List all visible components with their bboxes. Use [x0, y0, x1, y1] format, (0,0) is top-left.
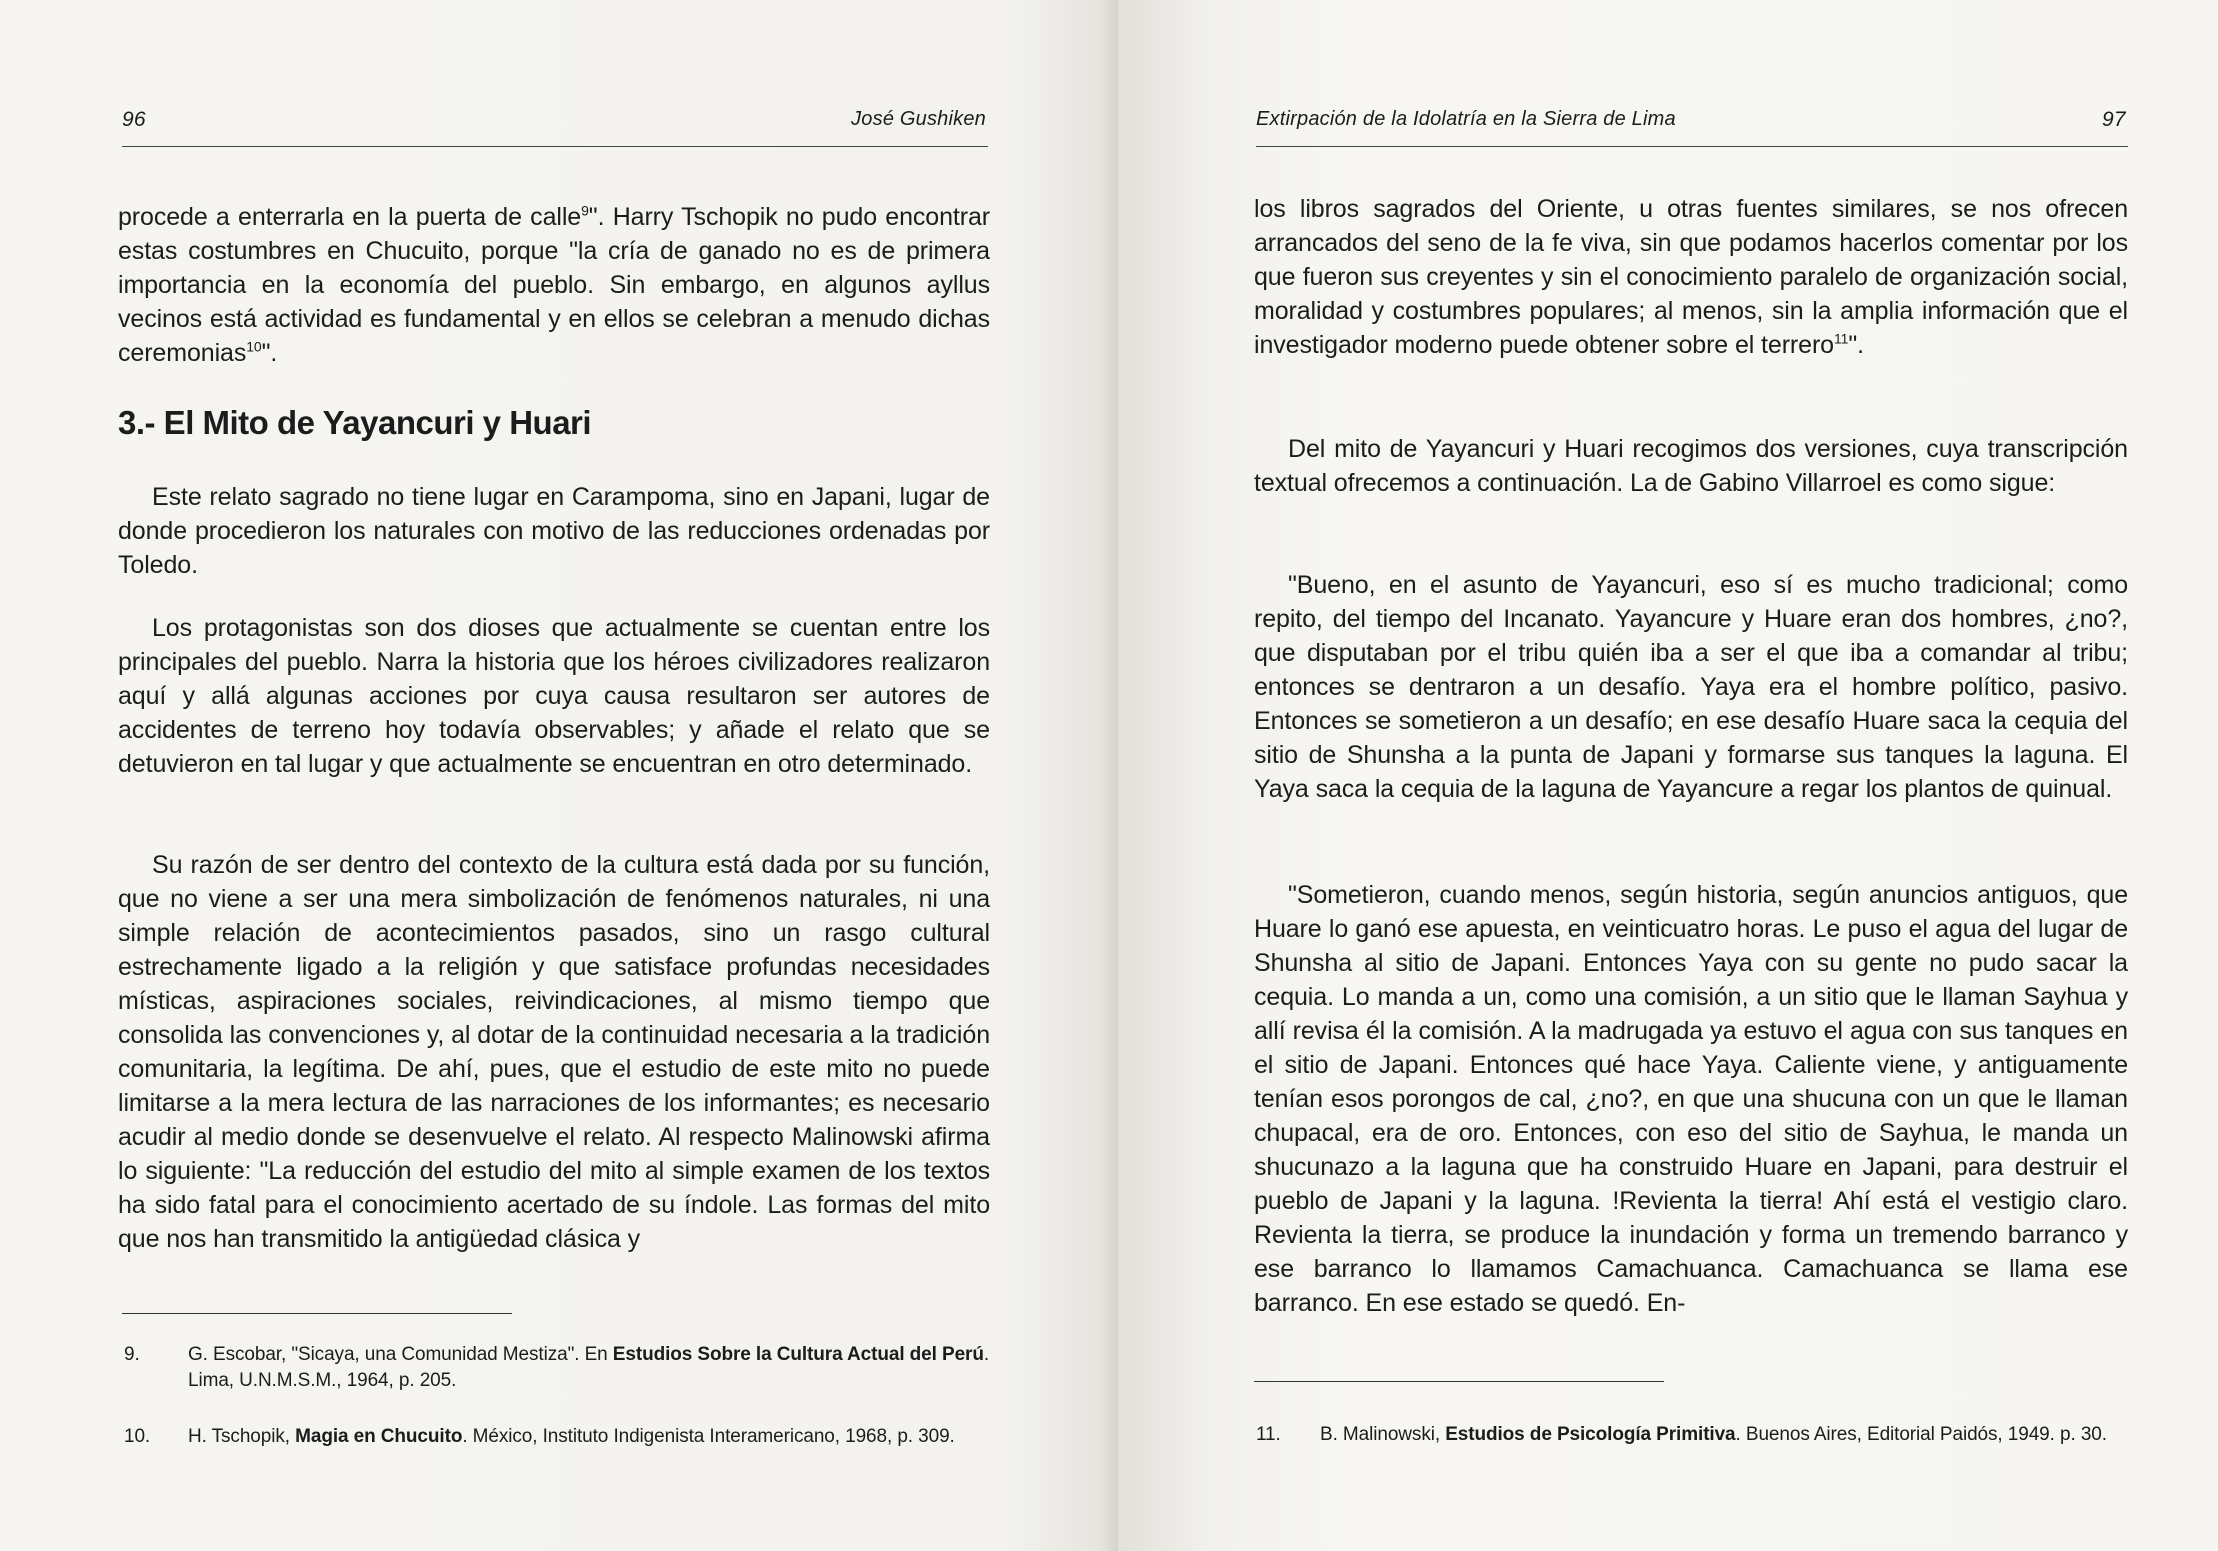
right-paragraph-4	[1254, 878, 2128, 1320]
right-p2-text: Del mito de Yayancuri y Huari recogimos dos versiones, cuya transcripción textual ofrecemos a continuación. La de Gabino Villarroel es como sigue:	[1254, 435, 2128, 497]
footnote-text	[1320, 1422, 2128, 1448]
right-paragraph-2	[1254, 432, 2128, 500]
left-p1-text-end: ".	[261, 339, 278, 367]
left-paragraph-1	[118, 200, 990, 370]
right-p1-text: los libros sagrados del Oriente, u otras fuentes similares, se nos ofrecen arrancados del seno de la fe viva, sin que podamos hacerlos comentar por los que fueron sus creyentes y sin el conocimiento paralelo de organización social, moralidad y costumbres populares; al menos, sin la amplia información que el investigador moderno puede obtener sobre el terrero	[1254, 195, 2128, 359]
footnote-number: 9.	[124, 1344, 140, 1365]
footnote-title: Estudios de Psicología Primitiva	[1445, 1424, 1736, 1445]
footnote-title: Estudios Sobre la Cultura Actual del Perú	[612, 1344, 984, 1365]
left-p1-text-a: procede a enterrarla en la puerta de calle	[118, 203, 582, 231]
right-p1-text-end: ".	[1848, 331, 1864, 359]
footnote-ref-10: 10	[246, 338, 262, 355]
right-footnote-rule	[1254, 1381, 1664, 1382]
footnote-pre: B. Malinowski,	[1320, 1424, 1446, 1445]
left-paragraph-3	[118, 611, 990, 781]
footnote-pre: G. Escobar, "Sicaya, una Comunidad Mestiza". En	[188, 1344, 613, 1365]
left-p1-text-b: ". Harry Tschopik no pudo encontrar estas costumbres en Chucuito, porque "la cría de ganado no es de primera importancia en la economía del pueblo. Sin embargo, en algunos ayllus vecinos está actividad es fundamental y en ellos se celebran a menudo dichas ceremonias	[118, 203, 990, 367]
right-page-number: 97	[2102, 108, 2126, 131]
right-running-head: Extirpación de la Idolatría en la Sierra de Lima	[1256, 108, 1676, 130]
footnote-11	[1256, 1422, 2128, 1478]
footnote-post: . Lima, U.N.M.S.M., 1964, p. 205.	[188, 1344, 990, 1391]
right-page	[1118, 0, 2218, 1551]
footnote-ref-11: 11	[1833, 330, 1849, 347]
footnote-10	[124, 1424, 996, 1480]
right-head-rule	[1256, 146, 2128, 147]
footnote-post: . Buenos Aires, Editorial Paidós, 1949. p. 30.	[1735, 1424, 2107, 1445]
footnote-9	[124, 1342, 996, 1398]
left-p3-text: Los protagonistas son dos dioses que actualmente se cuentan entre los principales del pueblo. Narra la historia que los héroes civilizadores realizaron aquí y allá algunas acciones por cuya causa resultaron ser autores de accidentes de terreno hoy todavía observables; y añade el relato que se detuvieron en tal lugar y que actualmente se encuentran en otro determinado.	[118, 614, 990, 778]
footnote-title: Magia en Chucuito	[295, 1426, 463, 1447]
left-head-rule	[122, 146, 988, 147]
right-p3-text: "Bueno, en el asunto de Yayancuri, eso sí es mucho tradicional; como repito, del tiempo del Incanato. Yayancure y Huare eran dos hombres, ¿no?, que disputaban por el tribu quién iba a ser el que iba a comandar al tribu; entonces se dentraron a un desafío. Yaya era el hombre político, pasivo. Entonces se sometieron a un desafío; en ese desafío Huare saca la cequia del sitio de Shunsha a la punta de Japani y formarse sus tanques la laguna. El Yaya saca la cequia de la laguna de Yayancure a regar los plantos de quinual.	[1254, 571, 2128, 803]
footnote-ref-9: 9	[581, 202, 589, 219]
left-p2-text: Este relato sagrado no tiene lugar en Carampoma, sino en Japani, lugar de donde procedieron los naturales con motivo de las reducciones ordenadas por Toledo.	[118, 483, 990, 579]
left-p4-text: Su razón de ser dentro del contexto de la cultura está dada por su función, que no viene a ser una mera simbolización de fenómenos naturales, ni una simple relación de acontecimientos pasados, sino un rasgo cultural estrechamente ligado a la religión y que satisface profundas necesidades místicas, aspiraciones sociales, reivindicaciones, al mismo tiempo que consolida las convenciones y, al dotar de la continuidad necesaria a la tradición comunitaria, la legítima. De ahí, pues, que el estudio de este mito no puede limitarse a la mera lectura de las narraciones de los informantes; es necesario acudir al medio donde se desenvuelve el relato. Al respecto Malinowski afirma lo siguiente: "La reducción del estudio del mito al simple examen de los textos ha sido fatal para el conocimiento acertado de su índole. Las formas del mito que nos han transmitido la antigüedad clásica y	[118, 851, 990, 1253]
left-paragraph-4	[118, 848, 990, 1256]
footnote-number: 10.	[124, 1426, 151, 1447]
section-heading: 3.- El Mito de Yayancuri y Huari	[118, 404, 592, 441]
right-paragraph-3	[1254, 568, 2128, 806]
left-paragraph-2	[118, 480, 990, 582]
left-page-number: 96	[122, 108, 146, 131]
footnote-pre: H. Tschopik,	[188, 1426, 296, 1447]
right-paragraph-1	[1254, 192, 2128, 362]
right-p4-text: "Sometieron, cuando menos, según historia, según anuncios antiguos, que Huare lo ganó ese apuesta, en veinticuatro horas. Le puso el agua del lugar de Shunsha al sitio de Japani. Entonces Yaya con su gente no pudo sacar la cequia. Lo manda a un, como una comisión, a un sitio que le llaman Sayhua y allí revisa él la comisión. A la madrugada ya estuvo el agua con sus tanques en el sitio de Japani. Entonces qué hace Yaya. Caliente viene, y antiguamente tenían esos porongos de cal, ¿no?, en que una shucuna con un que le llaman chupacal, era de oro. Entonces, con eso del sitio de Sayhua, le manda un shucunazo a la laguna que ha construido Huare en Japani, para destruir el pueblo de Japani y la laguna. !Revienta la tierra! Ahí está el vestigio claro. Revienta la tierra, se produce la inundación y forma un tremendo barranco y ese barranco lo llamamos Camachuanca. Camachuanca se llama ese barranco. En ese estado se quedó. En-	[1254, 881, 2128, 1317]
footnote-post: . México, Instituto Indigenista Interamericano, 1968, p. 309.	[462, 1426, 955, 1447]
footnote-number: 11.	[1256, 1424, 1281, 1445]
footnote-text	[188, 1342, 994, 1394]
footnote-text	[188, 1424, 994, 1450]
left-footnote-rule	[122, 1313, 512, 1314]
left-running-head: José Gushiken	[851, 108, 986, 130]
